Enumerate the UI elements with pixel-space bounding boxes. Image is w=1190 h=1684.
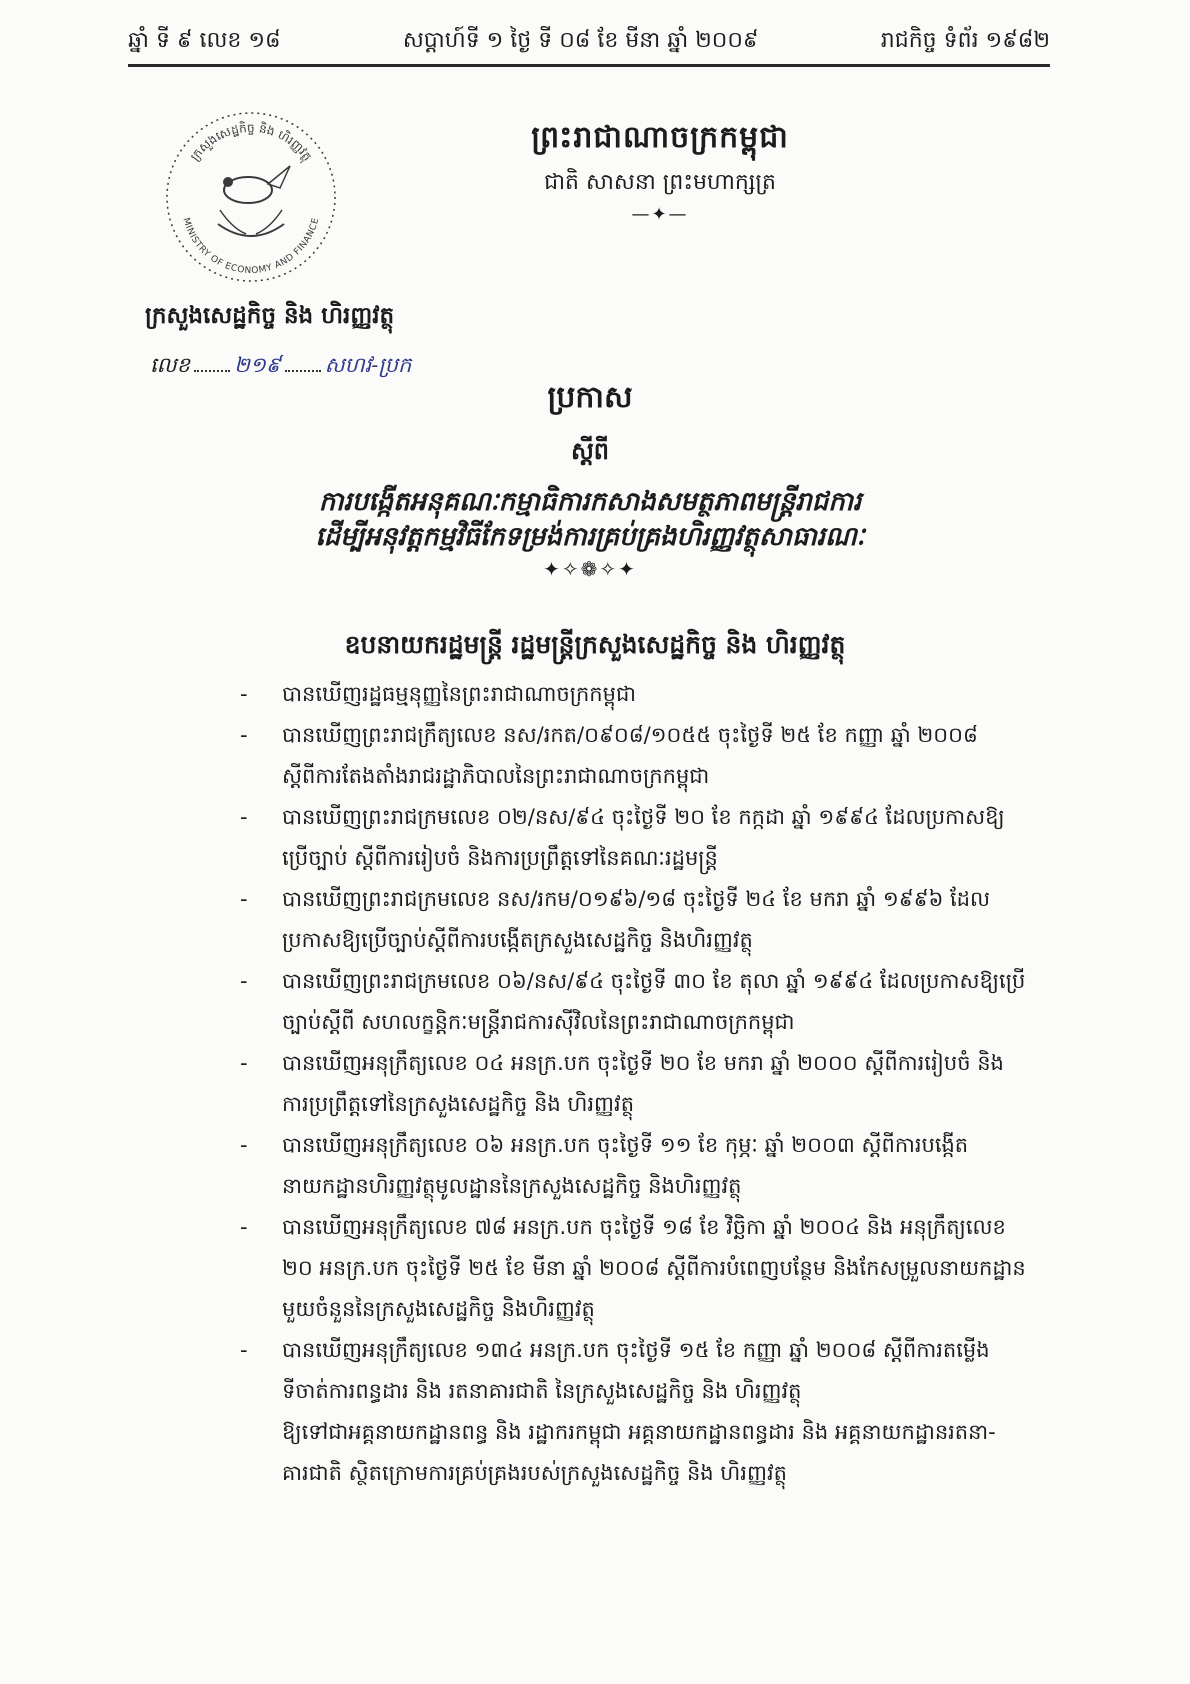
- clause-item: - បានឃើញព្រះរាជក្រមលេខ នស/រកម/០១៩៦/១៨ ចុះថ្ងៃទី ២៤ ខែ មករា ឆ្នាំ ១៩៩៦ ដែល ប្រកាសឱ្យប្រើច្បាប់ស្តីពីការបង្កើតក្រសួងសេដ្ឋកិច្ច និងហិរញ្ញវត្ថុ: [240, 887, 991, 952]
- kingdom-heading: [470, 118, 850, 225]
- header-date: សប្តាហ៍ទី ១ ថ្ងៃ ទី ០៨ ខែ មីនា ឆ្នាំ ២០០៩: [402, 28, 759, 53]
- clause-item: - បានឃើញព្រះរាជក្រមលេខ ០៦/នស/៩៤ ចុះថ្ងៃទី ៣០ ខែ តុលា ឆ្នាំ ១៩៩៤ ដែលប្រកាសឱ្យប្រើ ច្បាប់ស្តីពី សហលក្ខន្តិកៈមន្ត្រីរាជការស៊ីវិលនៃព្រះរាជាណាចក្រកម្ពុជា: [240, 969, 1026, 1034]
- clause-item: - បានឃើញអនុក្រឹត្យលេខ ៧៨ អនក្រ.បក ចុះថ្ងៃទី ១៨ ខែ វិច្ឆិកា ឆ្នាំ ២០០៤ និង អនុក្រឹត្យលេខ ២០ អនក្រ.បក ចុះថ្ងៃទី ២៥ ខែ មីនា ឆ្នាំ ២០០៨ ស្តីពីការបំពេញបន្ថែម និងកែសម្រួលនាយកដ្ឋាន មួយចំនួននៃក្រសួងសេដ្ឋកិច្ច និងហិរញ្ញវត្ថុ: [240, 1215, 1026, 1321]
- clause-item: - បានឃើញព្រះរាជក្រឹត្យលេខ នស/រកត/០៩០៨/១០៥៥ ចុះថ្ងៃទី ២៥ ខែ កញ្ញា ឆ្នាំ ២០០៨ ស្តីពីការតែងតាំងរាជរដ្ឋាភិបាលនៃព្រះរាជាណាចក្រកម្ពុជា: [240, 723, 978, 788]
- gazette-header: [128, 18, 1050, 66]
- document-type-title: ប្រកាស: [547, 380, 633, 415]
- on-label: ស្តីពី: [570, 437, 610, 465]
- clause-item: - បានឃើញអនុក្រឹត្យលេខ ១៣៤ អនក្រ.បក ចុះថ្ងៃទី ១៥ ខែ កញ្ញា ឆ្នាំ ២០០៨ ស្តីពីការតម្លើង ទីចាត់ការពន្ធដារ និង រតនាគារជាតិ នៃក្រសួងសេដ្ឋកិច្ច និង ហិរញ្ញវត្ថុ ឱ្យទៅជាអគ្គនាយកដ្ឋានពន្ធ និង រដ្ឋាករកម្ពុជា អគ្គនាយកដ្ឋានពន្ធដារ និង អគ្គនាយកដ្ឋានរតនា- គារជាតិ ស្ថិតក្រោមការគ្រប់គ្រងរបស់ក្រសួងសេដ្ឋកិច្ច និង ហិរញ្ញវត្ថុ: [240, 1338, 996, 1485]
- reference-code: សហវ-ប្រក: [324, 353, 412, 377]
- header-issue: ឆ្នាំ ទី ៩ លេខ ១៨: [128, 28, 281, 53]
- ministry-name: ក្រសួងសេដ្ឋកិច្ច និង ហិរញ្ញវត្ថុ: [145, 303, 395, 329]
- seal-bottom-text: MINISTRY OF ECONOMY AND FINANCE: [180, 216, 322, 277]
- subject-line-1: ការបង្កើតអនុគណៈកម្មាធិការកសាងសមត្ថភាពមន្ត្រីរាជការ: [318, 487, 862, 517]
- header-page: រាជកិច្ច ទំព័រ ១៩៨២: [880, 28, 1050, 53]
- seal-top-text: ក្រសួងសេដ្ឋកិច្ច និង ហិរញ្ញវត្ថុ: [187, 120, 315, 164]
- subject-line-2: ដើម្បីអនុវត្តកម្មវិធីកែទម្រង់ការគ្រប់គ្រងហិរញ្ញវត្ថុសាធារណៈ: [315, 522, 865, 553]
- kingdom-ornament: —✦—: [631, 204, 689, 225]
- signer-title: ឧបនាយករដ្ឋមន្ត្រី រដ្ឋមន្ត្រីក្រសួងសេដ្ឋកិច្ច និង ហិរញ្ញវត្ថុ: [344, 630, 846, 659]
- reference-number: ២១៩: [234, 353, 281, 377]
- ministry-seal-icon: [162, 108, 340, 286]
- title-ornament: ✦✧❁✧✦: [543, 557, 637, 582]
- clause-item: - បានឃើញរដ្ឋធម្មនុញ្ញនៃព្រះរាជាណាចក្រកម្ពុជា: [240, 682, 636, 706]
- clause-item: - បានឃើញព្រះរាជក្រមលេខ ០២/នស/៩៤ ចុះថ្ងៃទី ២០ ខែ កក្កដា ឆ្នាំ ១៩៩៤ ដែលប្រកាសឱ្យ ប្រើច្បាប់ ស្តីពីការរៀបចំ និងការប្រព្រឹត្តទៅនៃគណៈរដ្ឋមន្ត្រី: [240, 805, 1005, 870]
- svg-text:MINISTRY OF ECONOMY AND FINANC: [181, 217, 322, 276]
- svg-text:ក្រសួងសេដ្ឋកិច្ច និង ហិរញ្ញវត្: [188, 120, 315, 165]
- national-motto: ជាតិ សាសនា ព្រះមហាក្សត្រ: [544, 170, 776, 195]
- header-rule: [128, 64, 1050, 67]
- whereas-clauses: [240, 674, 1030, 1494]
- clause-item: - បានឃើញអនុក្រឹត្យលេខ ០៦ អនក្រ.បក ចុះថ្ងៃទី ១១ ខែ កុម្ភៈ ឆ្នាំ ២០០៣ ស្តីពីការបង្កើត នាយកដ្ឋានហិរញ្ញវត្ថុមូលដ្ឋាននៃក្រសួងសេដ្ឋកិច្ច និងហិរញ្ញវត្ថុ: [240, 1133, 969, 1198]
- prakas-title-block: [240, 378, 940, 581]
- reference-prefix: លេខ: [150, 353, 190, 377]
- clause-item: - បានឃើញអនុក្រឹត្យលេខ ០៤ អនក្រ.បក ចុះថ្ងៃទី ២០ ខែ មករា ឆ្នាំ ២០០០ ស្តីពីការរៀបចំ និង ការប្រព្រឹត្តទៅនៃក្រសួងសេដ្ឋកិច្ច និង ហិរញ្ញវត្ថុ: [240, 1051, 1004, 1116]
- kingdom-name: ព្រះរាជាណាចក្រកម្ពុជា: [531, 120, 789, 155]
